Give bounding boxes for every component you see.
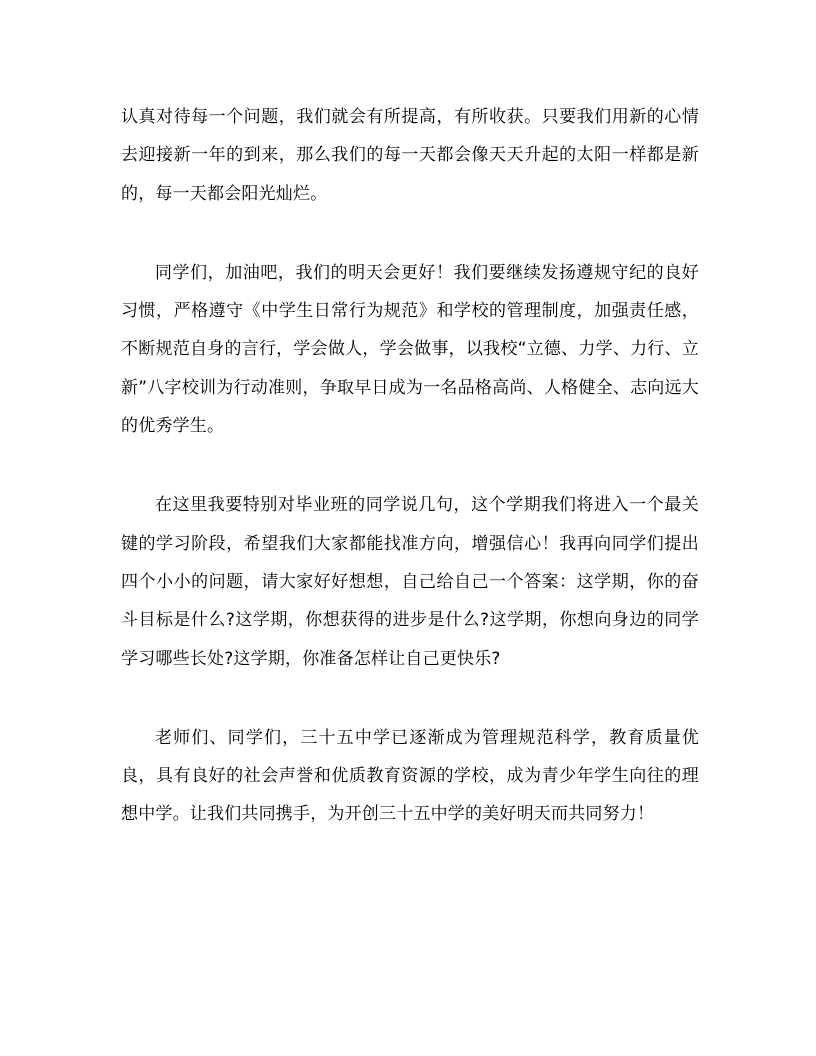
paragraph-4: 老师们、同学们，三十五中学已逐渐成为管理规范科学，教育质量优良，具有良好的社会声誉和优质教育资源的学校，成为青少年学生向往的理想中学。让我们共同携手，为开创三十五中学的美好明天而共同努力！ bbox=[121, 727, 699, 825]
paragraph-2: 同学们，加油吧，我们的明天会更好！我们要继续发扬遵规守纪的良好习惯，严格遵守《中学生日常行为规范》和学校的管理制度，加强责任感，不断规范自身的言行，学会做人，学会做事，以我校“立德、力学、力行、立新”八字校训为行动准则，争取早日成为一名品格高尚、人格健全、志向远大的优秀学生。 bbox=[121, 262, 699, 437]
document-body bbox=[121, 98, 699, 875]
paragraph-3: 在这里我要特别对毕业班的同学说几句，这个学期我们将进入一个最关键的学习阶段，希望我们大家都能找准方向，增强信心！我再向同学们提出四个小小的问题，请大家好好想想，自己给自己一个答案：这学期，你的奋斗目标是什么?这学期，你想获得的进步是什么?这学期，你想向身边的同学学习哪些长处?这学期，你准备怎样让自己更快乐? bbox=[121, 495, 699, 669]
paragraph-1: 认真对待每一个问题，我们就会有所提高，有所收获。只要我们用新的心情去迎接新一年的到来，那么我们的每一天都会像天天升起的太阳一样都是新的，每一天都会阳光灿烂。 bbox=[121, 107, 699, 204]
